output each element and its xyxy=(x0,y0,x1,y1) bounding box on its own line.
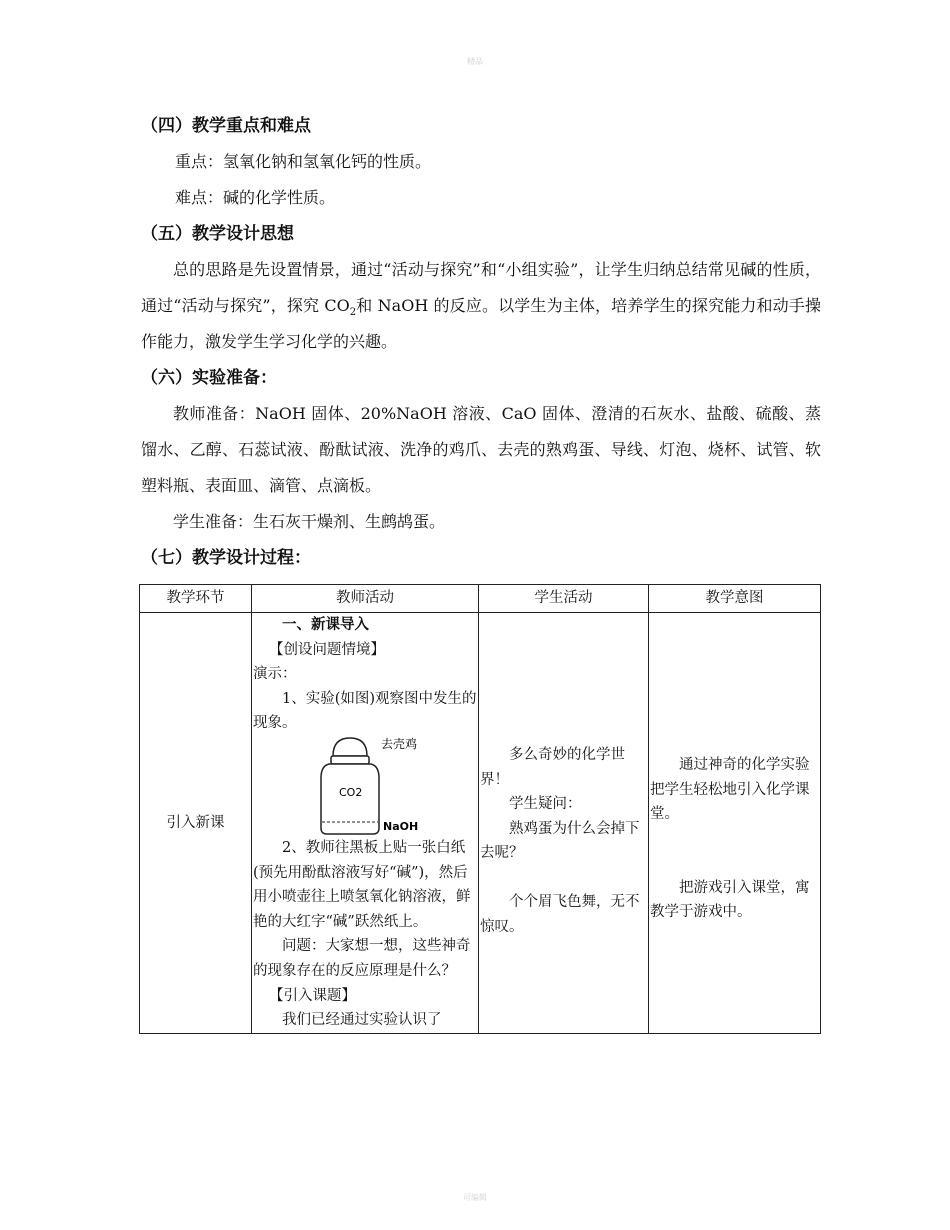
design-idea-text-b: 和 NaOH 的反应。以学生为主体，培养学生的探究能力和动手操作能力，激发学生学习化学的兴趣。 xyxy=(141,296,821,351)
student-preparation: 学生准备：生石灰干燥剂、生鹧鸪蛋。 xyxy=(173,512,446,531)
document-body xyxy=(141,108,821,576)
intent-1: 通过神奇的化学实验把学生轻松地引入化学课堂。 xyxy=(650,757,810,823)
teaching-intent-cell xyxy=(649,613,821,1034)
experiment-diagram xyxy=(253,736,477,836)
egg-icon xyxy=(333,738,367,756)
teacher-demo-label: 演示： xyxy=(253,666,297,683)
teacher-demo-2: 2、教师往黑板上贴一张白纸(预先用酚酞溶液写好“碱”)，然后用小喷壶往上喷氢氧化钠溶液，鲜艳的大红字“碱”跃然纸上。 xyxy=(253,839,471,930)
egg-in-bottle-figure xyxy=(319,736,439,836)
teacher-step-title: 一、新课导入 xyxy=(282,617,369,633)
co2-subscript: 2 xyxy=(349,307,357,319)
header-teacher: 教师活动 xyxy=(252,585,479,613)
bottle-neck-icon xyxy=(331,756,369,764)
design-idea-text-a: 总的思路是先设置情景，通过“活动与探究”和“小组实验”，让学生归纳总结常见碱的性质，通过“活动与探究”，探究 CO xyxy=(141,260,821,315)
footer-watermark: 可编辑 xyxy=(463,1193,487,1202)
teacher-question: 问题：大家想一想，这些神奇的现象存在的反应原理是什么？ xyxy=(253,938,471,979)
teaching-process-table xyxy=(139,584,821,1034)
co2-label: CO2 xyxy=(339,785,363,799)
egg-label: 去壳鸡 xyxy=(381,736,418,751)
teacher-activity-cell xyxy=(252,613,479,1034)
teacher-preparation: 教师准备：NaOH 固体、20%NaOH 溶液、CaO 固体、澄清的石灰水、盐酸、硫酸、蒸馏水、乙醇、石蕊试液、酚酞试液、洗净的鸡爪、去壳的熟鸡蛋、导线、灯泡、烧杯、试管、软塑料瓶、表面皿、滴管、点滴板。 xyxy=(141,404,821,495)
header-intent: 教学意图 xyxy=(649,585,821,613)
section6-heading: （六）实验准备： xyxy=(141,368,277,388)
stage-cell: 引入新课 xyxy=(140,613,252,1034)
teacher-intro-text: 我们已经通过实验认识了 xyxy=(282,1012,442,1029)
student-question-label: 学生疑问： xyxy=(509,796,582,813)
design-idea-paragraph xyxy=(141,252,821,360)
header-watermark: 精品 xyxy=(467,57,483,66)
key-point: 重点：氢氧化钠和氢氧化钙的性质。 xyxy=(175,152,432,171)
teacher-situation-label: 【创设问题情境】 xyxy=(269,641,385,658)
flask-icon xyxy=(321,764,379,834)
header-stage: 教学环节 xyxy=(140,585,252,613)
teacher-topic-label: 【引入课题】 xyxy=(269,987,356,1004)
naoh-label: NaOH xyxy=(383,819,419,833)
intent-2: 把游戏引入课堂，寓教学于游戏中。 xyxy=(650,879,810,921)
table-header-row xyxy=(140,585,821,613)
teacher-demo-1: 1、实验(如图)观察图中发生的现象。 xyxy=(253,690,477,732)
table-row xyxy=(140,613,821,1034)
section7-heading: （七）教学设计过程： xyxy=(141,548,311,568)
student-activity-cell xyxy=(479,613,649,1034)
student-question: 熟鸡蛋为什么会掉下去呢？ xyxy=(480,820,640,862)
student-reaction-2: 个个眉飞色舞，无不惊叹。 xyxy=(480,893,640,935)
section4-heading: （四）教学重点和难点 xyxy=(141,116,311,136)
difficult-point: 难点：碱的化学性质。 xyxy=(175,188,336,207)
student-reaction-1: 多么奇妙的化学世界！ xyxy=(480,747,625,788)
section5-heading: （五）教学设计思想 xyxy=(141,224,294,244)
header-student: 学生活动 xyxy=(479,585,649,613)
